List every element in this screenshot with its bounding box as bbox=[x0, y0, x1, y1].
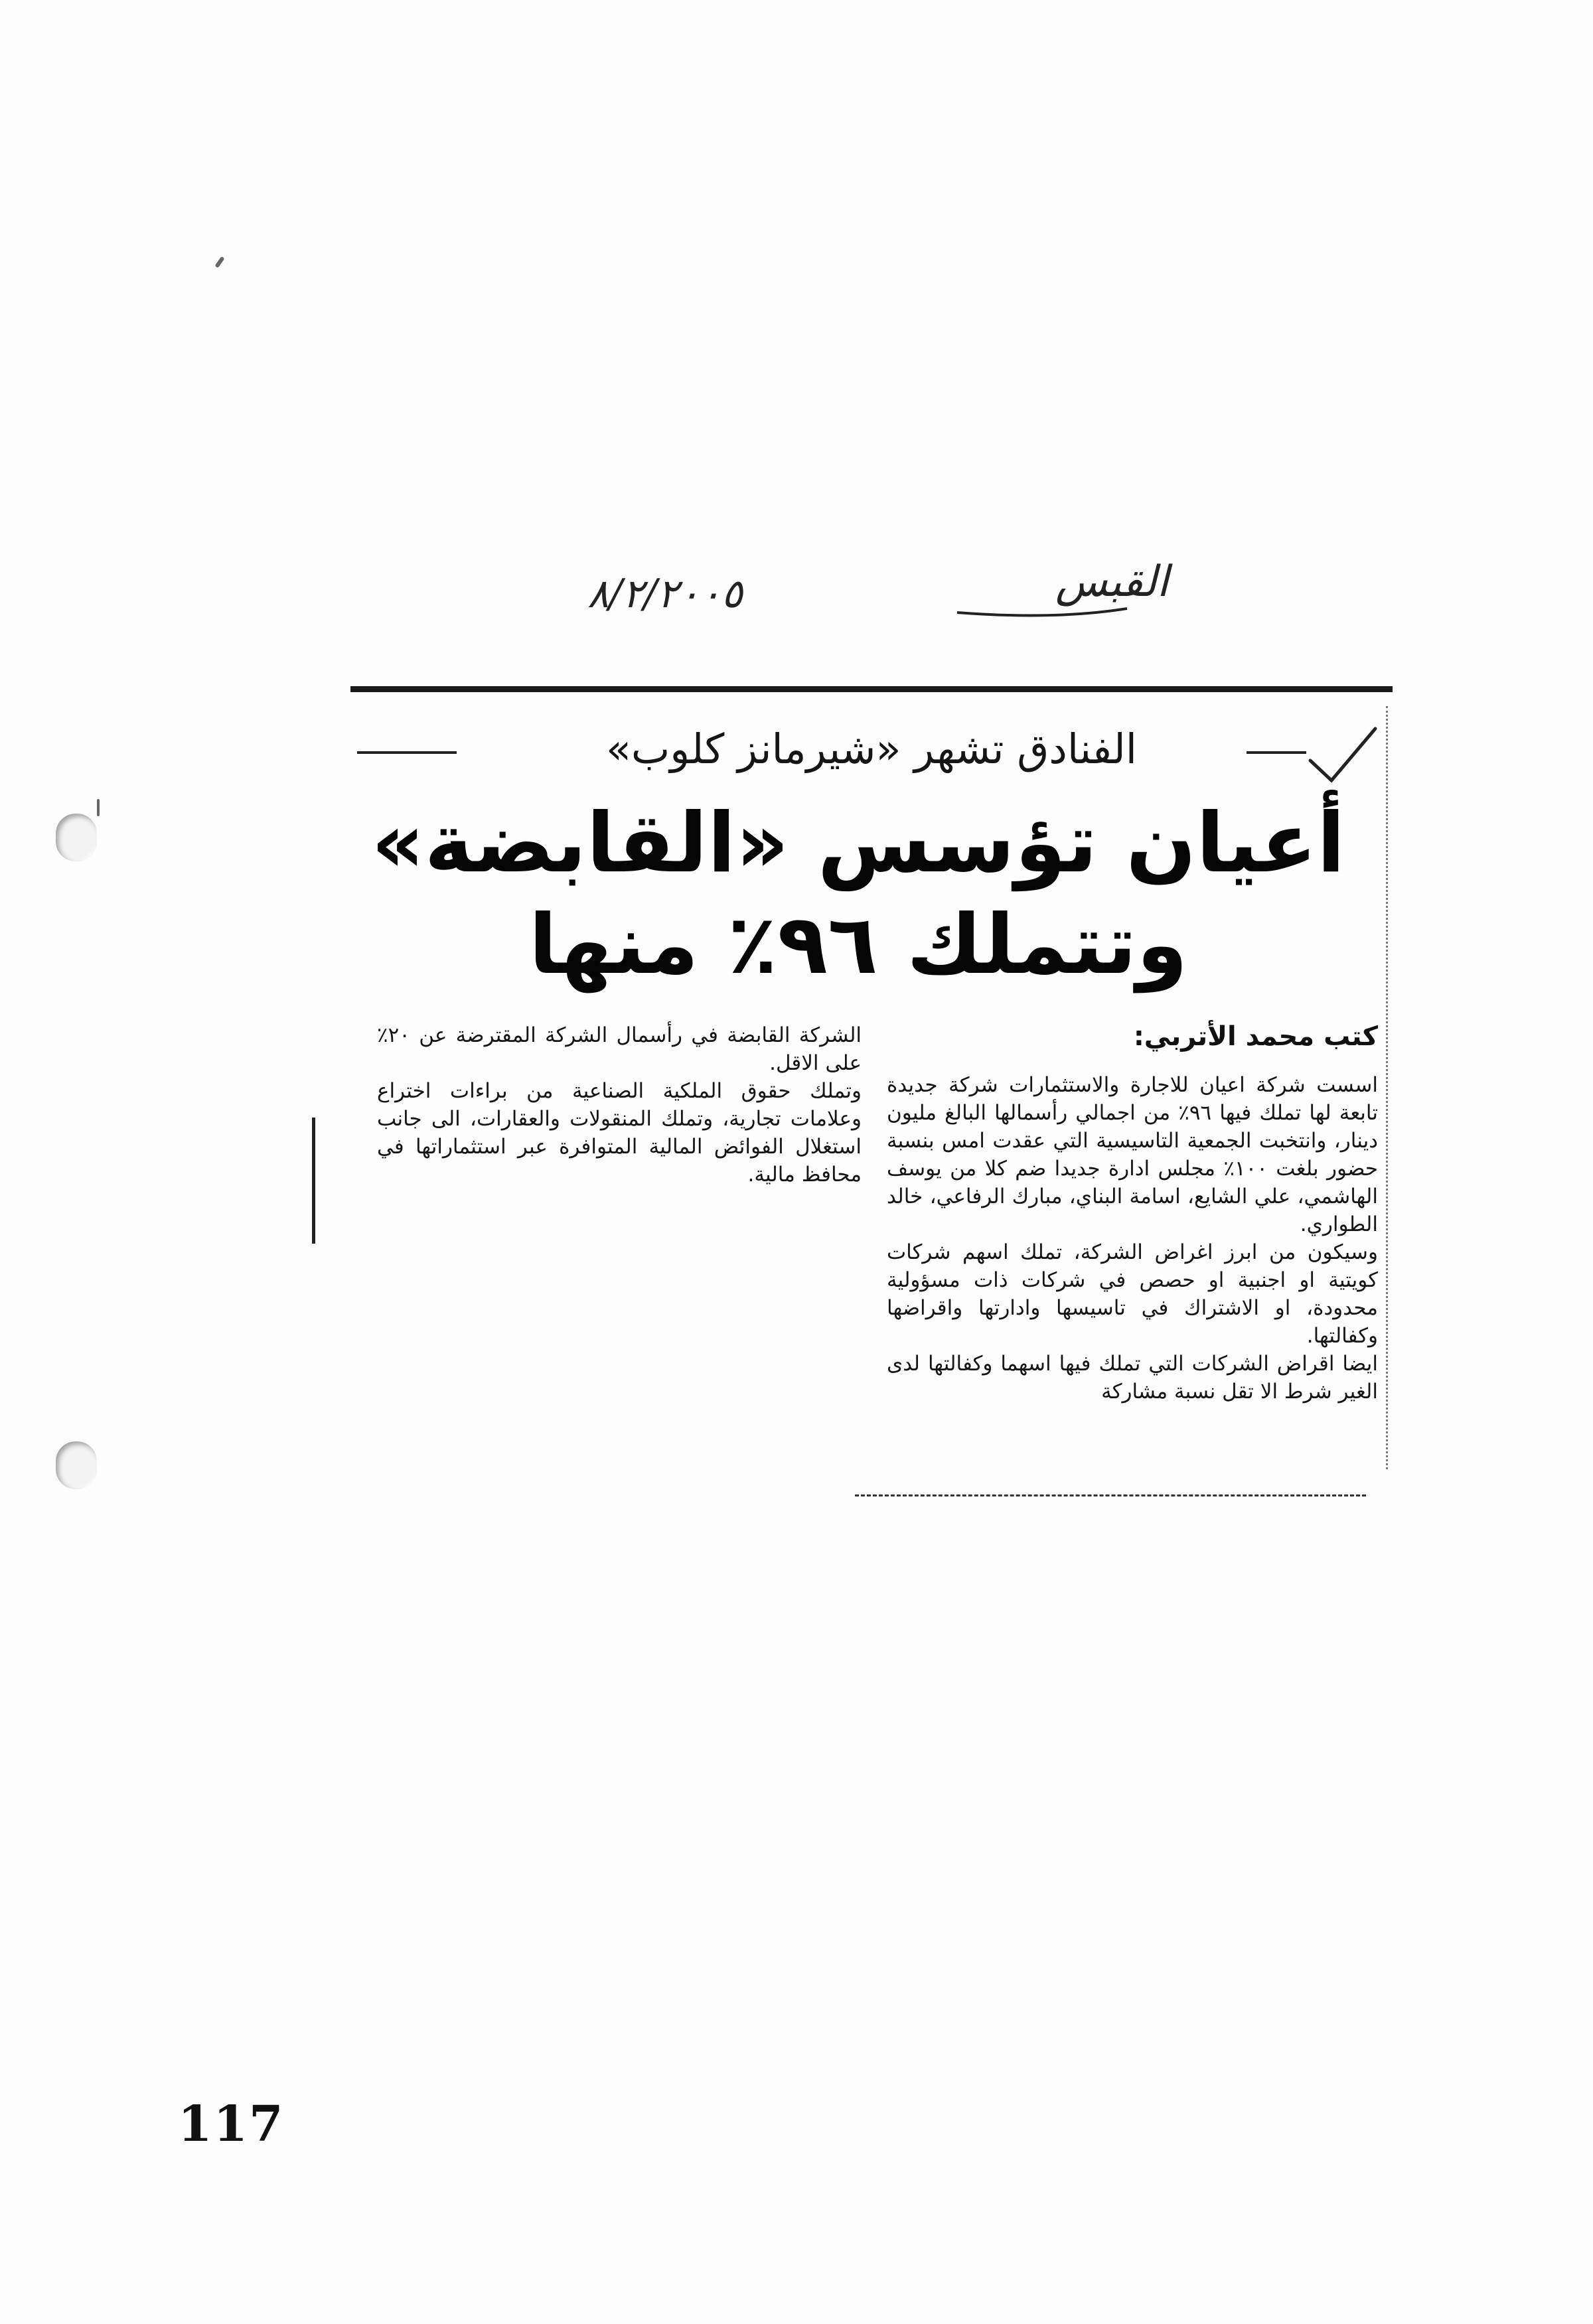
handwritten-source: القبس bbox=[1055, 557, 1169, 607]
headline-line-1: أعيان تؤسس «القابضة» bbox=[371, 796, 1345, 891]
margin-bar bbox=[312, 1118, 315, 1244]
handwritten-date: ٨/٢/٢٠٠٥ bbox=[587, 571, 743, 617]
paragraph: وتملك حقوق الملكية الصناعية من براءات اختراع وعلامات تجارية، وتملك المنقولات والعقارات، الى جانب استغلال الفوائض المالية المتوافرة عبر استثماراتها في محافظ مالية. bbox=[377, 1079, 862, 1187]
headline-line-2: وتتملك ٩٦٪ منها bbox=[528, 897, 1188, 993]
stray-pen-mark bbox=[97, 799, 100, 816]
page-number: 117 bbox=[178, 2096, 285, 2153]
handwritten-underline bbox=[956, 601, 1128, 620]
paragraph: اسست شركة اعيان للاجارة والاستثمارات شركة جديدة تابعة لها تملك فيها ٩٦٪ من اجمالي رأسمالها البالغ مليون دينار، وانتخبت الجمعية التاسيسية التي عقدت امس بنسبة حضور بلغت ١٠٠٪ مجلس ادارة جديدا ضم كلا من يوسف الهاشمي، علي الشايع، اسامة البناي، مبارك الرفاعي، خالد الطواري. bbox=[887, 1073, 1379, 1236]
article-byline: كتب محمد الأتربي: bbox=[1133, 1021, 1378, 1052]
article-kicker: الفنادق تشهر «شيرمانز كلوب» bbox=[605, 725, 1137, 773]
punch-hole-bottom bbox=[56, 1441, 97, 1489]
article-column-left bbox=[377, 1021, 862, 1189]
punch-hole-top bbox=[56, 814, 97, 861]
top-rule bbox=[350, 686, 1393, 692]
check-mark-icon bbox=[1306, 726, 1379, 786]
bottom-rule bbox=[855, 1494, 1366, 1498]
paragraph: الشركة القابضة في رأسمال الشركة المقترضة عن ٢٠٪ على الاقل. bbox=[377, 1023, 862, 1075]
stray-pen-mark bbox=[214, 256, 224, 268]
article-column-right bbox=[887, 1071, 1378, 1406]
clipping-edge bbox=[1386, 706, 1392, 1469]
paragraph: ايضا اقراض الشركات التي تملك فيها اسهما وكفالتها لدى الغير شرط الا تقل نسبة مشاركة bbox=[887, 1352, 1378, 1404]
newspaper-clipping bbox=[350, 686, 1393, 1497]
paragraph: وسيكون من ابرز اغراض الشركة، تملك اسهم شركات كويتية او اجنبية او حصص في شركات ذات مسؤولية محدودة، او الاشتراك في تاسيسها وادارتها واقراضها وكفالتها. bbox=[887, 1240, 1378, 1348]
